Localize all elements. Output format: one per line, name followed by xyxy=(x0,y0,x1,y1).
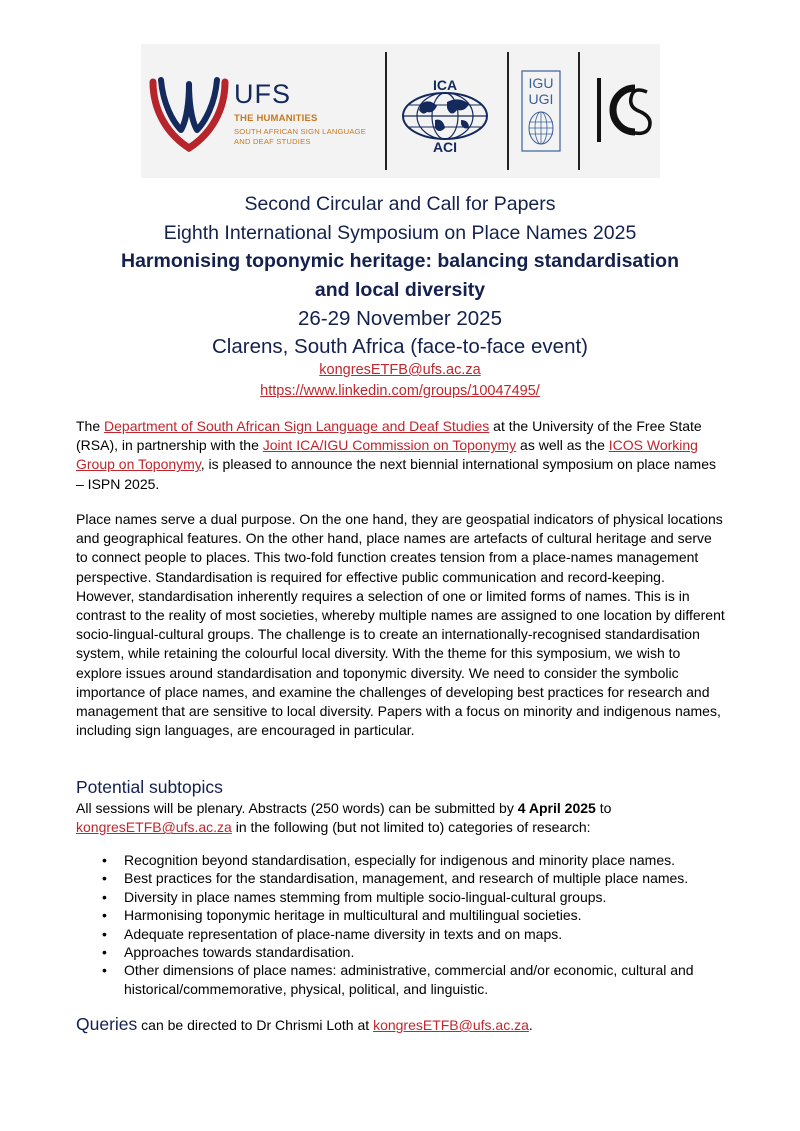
ufs-logo-name: UFS xyxy=(234,79,291,109)
list-item xyxy=(76,943,736,961)
bullet: • xyxy=(102,944,107,961)
list-item xyxy=(76,961,736,998)
icos-working-group-link[interactable]: ICOS Working Group on Toponymy xyxy=(76,437,698,473)
bullet: • xyxy=(102,852,107,868)
queries-text: . xyxy=(528,1017,533,1033)
logo-banner xyxy=(141,44,660,178)
queries-heading: Queries xyxy=(76,1014,138,1034)
logo-divider xyxy=(507,52,509,170)
igu-logo-line2: UGI xyxy=(528,91,554,107)
theme-title-line1: Harmonising toponymic heritage: balancing standardisation xyxy=(121,250,679,272)
ica-logo-bottom: ACI xyxy=(432,139,458,154)
list-item-text: Diversity in place names stemming from multiple socio-lingual-cultural groups. xyxy=(124,888,607,905)
submission-email-link[interactable]: kongresETFB@ufs.ac.za xyxy=(76,819,232,836)
list-item-text: Approaches towards standardisation. xyxy=(124,944,355,961)
logo-divider xyxy=(578,52,580,170)
logo-divider xyxy=(385,52,387,170)
intro-text: , is pleased to announce the next biennial international symposium on place names – ISPN 2025. xyxy=(76,456,716,492)
list-item xyxy=(76,888,736,906)
list-item-text: Harmonising toponymic heritage in multicultural and multilingual societies. xyxy=(124,907,582,924)
bullet: • xyxy=(102,925,107,942)
list-item xyxy=(76,851,736,869)
theme-description-paragraph: Place names serve a dual purpose. On the one hand, they are geospatial indicators of physical locations and geographical features. On the other hand, place names are artefacts of cultural heritage and serve to connect people to places. This two-fold function creates tension from a place-names management perspective. Standardisation is required for effective public communication and record-keeping. However, standardisation inherently requires a selection of one or limited forms of names. This is in contrast to the reality of most societies, whereby multiple names are assigned to one location by different socio-lingual-cultural groups. The challenge is to create an internationally-recognised standardisation system, while retaining the colourful local diversity. With the theme for this symposium, we wish to explore issues around standardisation and toponymic diversity. We need to consider the symbolic importance of place names, and examine the challenges of developing best practices for research and management that are sensitive to local diversity. Papers with a focus on minority and indigenous names, including sign languages, are encouraged in particular. xyxy=(76,511,725,739)
ufs-logo xyxy=(141,44,385,178)
intro-text: as well as the xyxy=(516,437,609,454)
igu-logo xyxy=(521,70,561,152)
queries-text: can be directed to Dr Chrismi Loth at xyxy=(137,1017,374,1033)
ufs-logo-department-line1: SOUTH AFRICAN SIGN LANGUAGE xyxy=(234,127,366,136)
list-item-text: Other dimensions of place names: administrative, commercial and/or economic, cultural and historical/commemorative, physical, political, and linguistic. xyxy=(124,962,694,997)
queries-line xyxy=(76,1014,533,1035)
ufs-emblem-icon xyxy=(149,70,229,154)
event-location: Clarens, South Africa (face-to-face event) xyxy=(211,335,588,358)
queries-email-link[interactable]: kongresETFB@ufs.ac.za xyxy=(373,1017,529,1033)
bullet: • xyxy=(102,907,107,924)
ufs-logo-faculty: THE HUMANITIES xyxy=(234,113,318,124)
list-item-text: Best practices for the standardisation, management, and research of multiple place names. xyxy=(124,870,689,887)
bullet: • xyxy=(102,870,107,887)
subtopics-intro-text: All sessions will be plenary. Abstracts (250 words) can be submitted by xyxy=(76,800,518,816)
subtopics-heading: Potential subtopics xyxy=(76,777,223,797)
list-item xyxy=(76,906,736,924)
list-item-text: Adequate representation of place-name diversity in texts and on maps. xyxy=(124,925,563,942)
subtopics-intro-text: in the following (but not limited to) categories of research: xyxy=(231,819,591,836)
theme-title-line2: and local diversity xyxy=(314,279,486,301)
subtopics-intro-text: to xyxy=(595,800,612,816)
event-dates: 26-29 November 2025 xyxy=(298,307,502,330)
list-item xyxy=(76,925,736,943)
ufs-logo-department-line2: AND DEAF STUDIES xyxy=(234,136,311,146)
subtopics-intro xyxy=(76,799,726,837)
commission-link[interactable]: Joint ICA/IGU Commission on Toponymy xyxy=(262,437,517,454)
department-link[interactable]: Department of South African Sign Language and Deaf Studies xyxy=(104,418,490,434)
bullet: • xyxy=(102,962,107,979)
bullet: • xyxy=(102,888,107,905)
symposium-title: Eighth International Symposium on Place Names 2025 xyxy=(163,222,637,244)
linkedin-group-link[interactable]: https://www.linkedin.com/groups/10047495/ xyxy=(260,383,540,399)
ica-logo xyxy=(399,78,491,154)
intro-paragraph xyxy=(76,417,726,494)
list-item-text: Recognition beyond standardisation, especially for indigenous and minority place names. xyxy=(124,852,675,868)
intro-text: at the University of the Free State (RSA), in partnership with the xyxy=(76,418,702,454)
abstract-deadline: 4 April 2025 xyxy=(517,800,596,816)
list-item xyxy=(76,869,736,887)
circular-title: Second Circular and Call for Papers xyxy=(244,193,556,215)
igu-logo-line1: IGU xyxy=(528,75,554,91)
subtopics-list xyxy=(76,851,736,998)
intro-text: The xyxy=(76,418,105,434)
header-email-link[interactable]: kongresETFB@ufs.ac.za xyxy=(319,362,481,378)
icos-logo xyxy=(591,74,655,146)
ica-logo-top: ICA xyxy=(432,78,458,93)
